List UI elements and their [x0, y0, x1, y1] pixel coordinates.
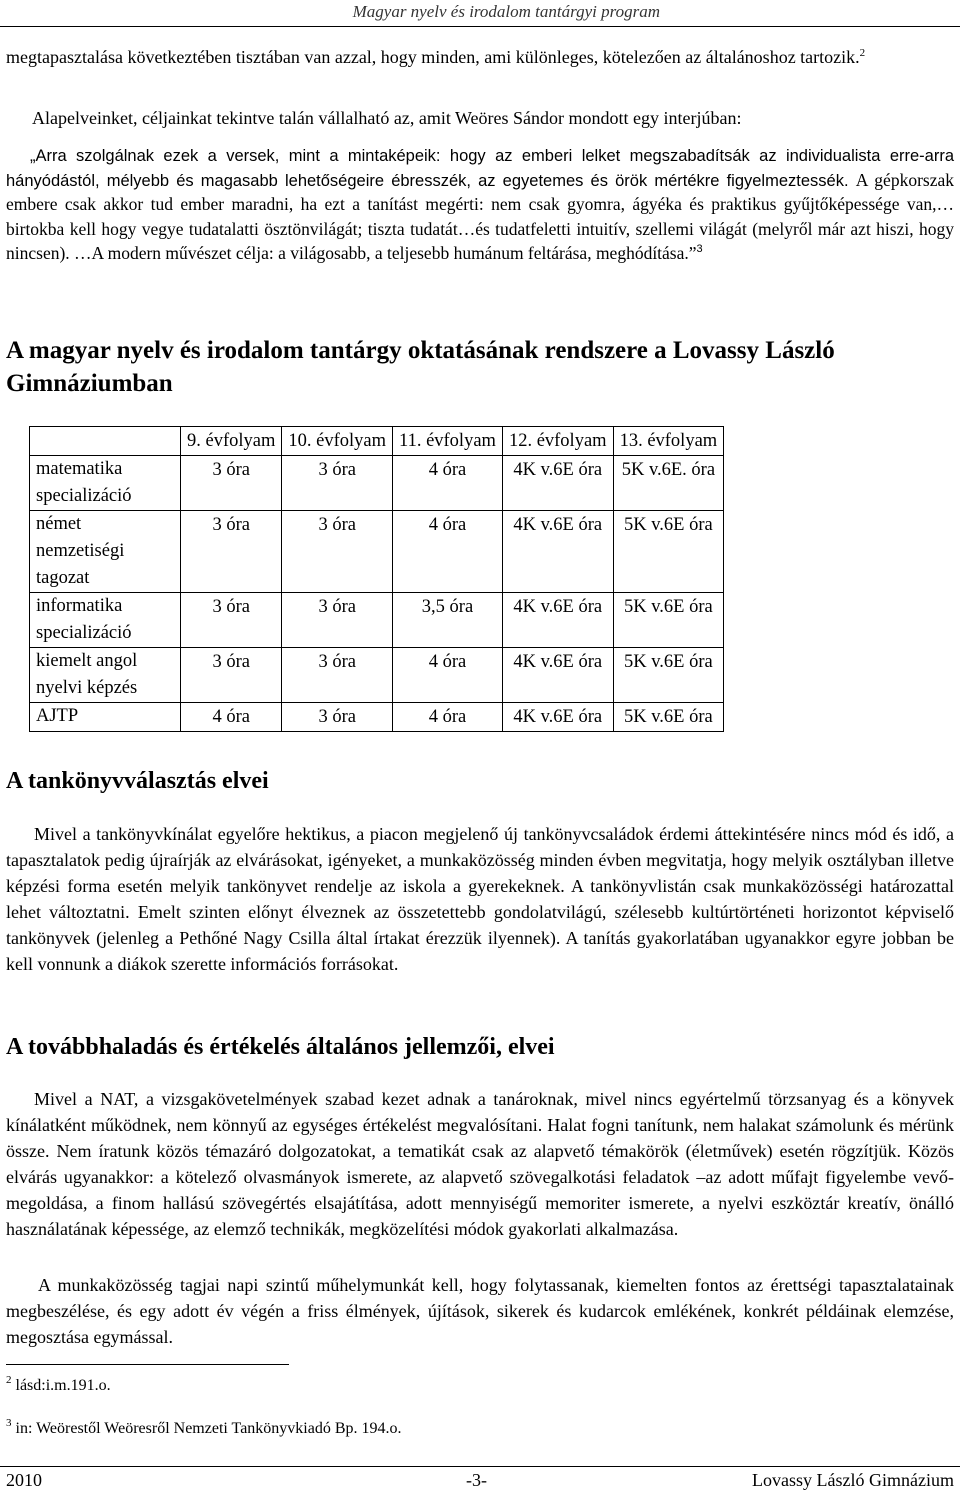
subject-cell: kiemelt angol nyelvi képzés — [30, 648, 181, 703]
table-header-cell: 12. évfolyam — [502, 427, 613, 456]
footer-year: 2010 — [6, 1470, 42, 1490]
footer-school: Lovassy László Gimnázium — [752, 1470, 954, 1490]
table-row — [30, 511, 724, 593]
table-cell: 5K v.6E. óra — [613, 456, 724, 511]
table-cell: 4K v.6E óra — [502, 593, 613, 648]
table-cell: 4 óra — [393, 456, 503, 511]
footnote-text: in: Weörestől Weöresről Nemzeti Tankönyvkiadó Bp. 194.o. — [15, 1420, 402, 1437]
footnote-item — [6, 1417, 402, 1438]
table-row — [30, 648, 724, 703]
table-cell: 3 óra — [282, 593, 393, 648]
footnote-text: lásd:i.m.191.o. — [15, 1377, 111, 1394]
table-cell: 4 óra — [181, 703, 282, 732]
subject-cell: informatika specializáció — [30, 593, 181, 648]
table-cell: 5K v.6E óra — [613, 511, 724, 593]
running-header: Magyar nyelv és irodalom tantárgyi program — [352, 2, 660, 21]
header-rule — [0, 26, 960, 27]
table-cell: 3 óra — [282, 511, 393, 593]
table-row — [30, 456, 724, 511]
table-cell: 3 óra — [282, 703, 393, 732]
footnote-ref-3: 3 — [696, 243, 703, 255]
quote-block — [6, 145, 954, 267]
footnote-number: 2 — [6, 1374, 12, 1386]
intro-line2: Alapelveinket, céljainkat tekintve talán vállalható az, amit Weöres Sándor mondott egy interjúban: — [32, 108, 742, 128]
table-header-cell — [30, 427, 181, 456]
table-header-cell: 11. évfolyam — [393, 427, 503, 456]
table-row — [30, 593, 724, 648]
section-title-curriculum: A magyar nyelv és irodalom tantárgy oktatásának rendszere a Lovassy László Gimnáziumban — [6, 337, 835, 397]
table-cell: 4 óra — [393, 703, 503, 732]
table-header-cell: 10. évfolyam — [282, 427, 393, 456]
subject-cell: matematika specializáció — [30, 456, 181, 511]
table-cell: 5K v.6E óra — [613, 648, 724, 703]
table-header-cell: 13. évfolyam — [613, 427, 724, 456]
table-cell: 4 óra — [393, 648, 503, 703]
footnote-number: 3 — [6, 1417, 12, 1429]
table-cell: 4K v.6E óra — [502, 648, 613, 703]
table-cell: 3 óra — [282, 456, 393, 511]
intro-line1: megtapasztalása következtében tisztában van azzal, hogy minden, ami különleges, kötelezően az általánoshoz tartozik. — [6, 47, 860, 67]
table-cell: 3 óra — [181, 511, 282, 593]
footnote-item — [6, 1374, 111, 1395]
table-cell: 4K v.6E óra — [502, 456, 613, 511]
table-cell: 3 óra — [181, 456, 282, 511]
quote-text: „Arra szolgálnak ezek a versek, mint a mintaképeik: hogy az emberi lelket megszabadítsák az individualista erre-arra hányódástól, mélyebb és magasabb lehetőségeire ébresszék, az egyetemes és örök mértékre figyelmeztessék. — [6, 147, 954, 190]
section-title-textbooks: A tankönyvválasztás elvei — [6, 768, 269, 794]
footer-rule — [0, 1466, 960, 1467]
intro-paragraph — [6, 44, 954, 70]
table-cell: 3 óra — [181, 593, 282, 648]
evaluation-paragraph-2: A munkaközösség tagjai napi szintű műhelymunkát kell, hogy folytassanak, kiemelten fontos az érettségi tapasztalatainak megbeszélése, és egy adott év végén a friss élmények, újítások, sikerek és kudarcok emlékének, konkrét példáinak elemzése, megosztása egymással. — [6, 1275, 954, 1347]
table-header-row — [30, 427, 724, 456]
subject-cell: AJTP — [30, 703, 181, 732]
curriculum-table — [29, 426, 724, 732]
subject-cell: német nemzetiségi tagozat — [30, 511, 181, 593]
evaluation-paragraph-1: Mivel a NAT, a vizsgakövetelmények szabad kezet adnak a tanároknak, mivel nincs egyértelmű törzsanyag és a könyvek kínálatként működnek, nem könnyű az egységes értékelést megvalósítani. Halat fogni tanítunk, nem halakat számolunk és mérünk össze. Nem íratunk közös témazáró dolgozatokat, a tematikát csak az alapvető témakörök (életművek) esetén rögzítjük. Közös elvárás ugyanakkor: a kötelező olvasmányok ismerete, az alapvető szövegalkotási feladatok –az adott műfajt figyelembe vevő- megoldása, a finom hallású szövegértés elsajátítása, adott mennyiségű memoriter ismerete, a nyelvi eszköztár kreatív, önálló használatának képessége, az elemző technikák, megközelítési módok gyakorlati alkalmazása. — [6, 1089, 954, 1239]
footnote-rule — [6, 1364, 289, 1365]
section-title-evaluation: A továbbhaladás és értékelés általános jellemzői, elvei — [6, 1034, 555, 1060]
table-cell: 5K v.6E óra — [613, 593, 724, 648]
table-cell: 5K v.6E óra — [613, 703, 724, 732]
table-cell: 3,5 óra — [393, 593, 503, 648]
footnote-ref-2: 2 — [859, 47, 866, 59]
quote-continuation: A gépkorszak embere csak akkor tud ember maradni, ha ezt a tanítást megérti: nem csak gyomra, ágyéka és praktikus gyűjtőképessége van,… birtokba kell hogy vegye tudatalatti ösztönvilágát; tiszta tudatát…és tudatfeletti intuitív, szellemi világát (melyről már azt hiszi, hogy nincsen). …A modern művészet célja: a világosabb, a teljesebb humánum feltárása, meghódítása.” — [6, 169, 954, 263]
table-cell: 4K v.6E óra — [502, 703, 613, 732]
footer-page-number: -3- — [466, 1470, 487, 1490]
textbooks-paragraph: Mivel a tankönyvkínálat egyelőre hektikus, a piacon megjelenő új tankönyvcsaládok érdemi áttekintésére nincs mód és idő, a tapasztalatok pedig újraírják az elvárásokat, igényeket, a munkaközösség minden évben megvitatja, hogy melyik osztályban illetve képzési forma esetén melyik tankönyvet rendelje az iskola a gyerekeknek. A tankönyvlistán csak munkaközösségi határozattal lehet változtatni. Emelt szinten előnyt élveznek az összetettebb gondolatvilágú, szélesebb kultúrtörténeti horizontot képviselő tankönyvek (jelenleg a Pethőné Nagy Csilla által írtakat érezzük ilyennek). A tanítás gyakorlatában ugyanakkor egyre jobban be kell vonnunk a diákok szerette információs forrásokat. — [6, 824, 954, 974]
table-row — [30, 703, 724, 732]
table-cell: 3 óra — [282, 648, 393, 703]
table-header-cell: 9. évfolyam — [181, 427, 282, 456]
table-cell: 4K v.6E óra — [502, 511, 613, 593]
table-cell: 3 óra — [181, 648, 282, 703]
table-cell: 4 óra — [393, 511, 503, 593]
